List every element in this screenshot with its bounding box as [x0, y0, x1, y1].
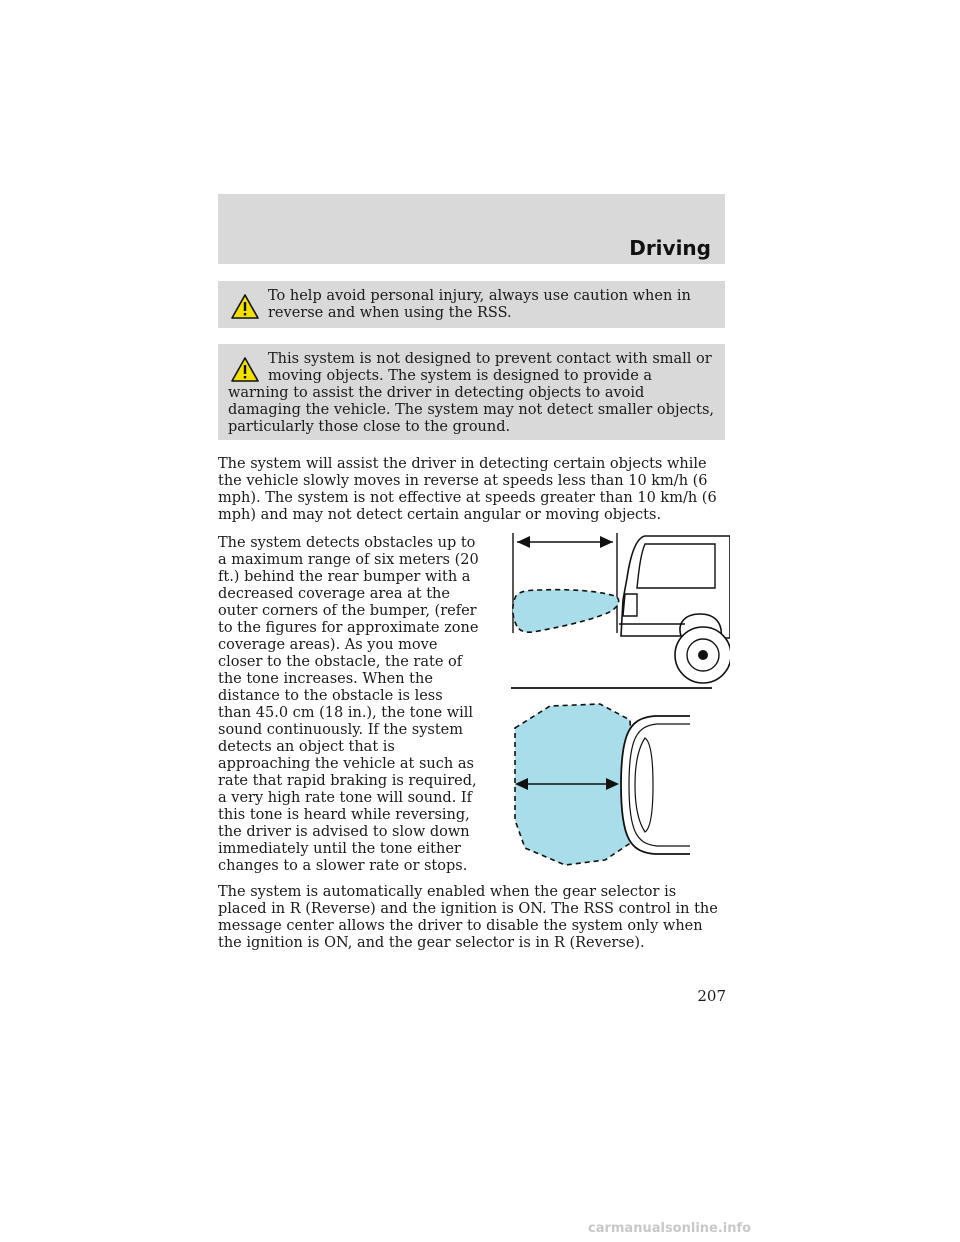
section-title: Driving	[629, 236, 711, 260]
rear-wheel-center	[698, 650, 708, 660]
warning-text-first-line: To help avoid personal injury, always use caution when in	[268, 288, 691, 304]
arrow-head-left	[517, 536, 530, 548]
section-header-band	[218, 194, 725, 264]
top-view-coverage-figure	[505, 700, 695, 870]
warning-triangle-icon	[230, 356, 260, 383]
paragraph-speed-limits: The system will assist the driver in detecting certain objects while the vehicle slowly moves in reverse at speeds less than 10 km/h (6 mph). The system is not effective at speeds greater than 10 km/h (6 mph) and may not detect certain angular or moving objects.	[218, 456, 717, 523]
detection-zone	[513, 590, 619, 633]
warning-text-first-line: This system is not designed to prevent contact with small or	[268, 351, 712, 367]
vehicle-top-outline	[621, 716, 690, 854]
warning-text-rest: moving objects. The system is designed to provide a warning to assist the driver in detecting objects to avoid damaging the vehicle. The system may not detect smaller objects, particularly those close to the ground.	[228, 368, 715, 435]
warning-text-rest: reverse and when using the RSS.	[268, 305, 512, 321]
paragraph-detection-range: The system detects obstacles up to a maximum range of six meters (20 ft.) behind the rear bumper with a decreased coverage area at the outer corners of the bumper, (refer to the figures for approximate zone coverage areas). As you move closer to the obstacle, the rate of the tone increases. When the distance to the obstacle is less than 45.0 cm (18 in.), the tone will sound continuously. If the system detects an object that is approaching the vehicle at such as rate that rapid braking is required, a very high rate tone will sound. If this tone is heard while reversing, the driver is advised to slow down immediately until the tone either changes to a slower rate or stops.	[218, 535, 479, 874]
warning-triangle-icon	[230, 293, 260, 320]
side-view-coverage-figure	[505, 528, 730, 693]
warning-box	[218, 281, 725, 328]
paragraph-system-enable: The system is automatically enabled when the gear selector is placed in R (Reverse) and the ignition is ON. The RSS control in the message center allows the driver to disable the system only when the ignition is ON, and the gear selector is in R (Reverse).	[218, 884, 718, 951]
warning-box	[218, 344, 725, 440]
arrow-head-right	[600, 536, 613, 548]
watermark: carmanualsonline.info	[588, 1221, 752, 1236]
page-number: 207	[697, 987, 726, 1005]
